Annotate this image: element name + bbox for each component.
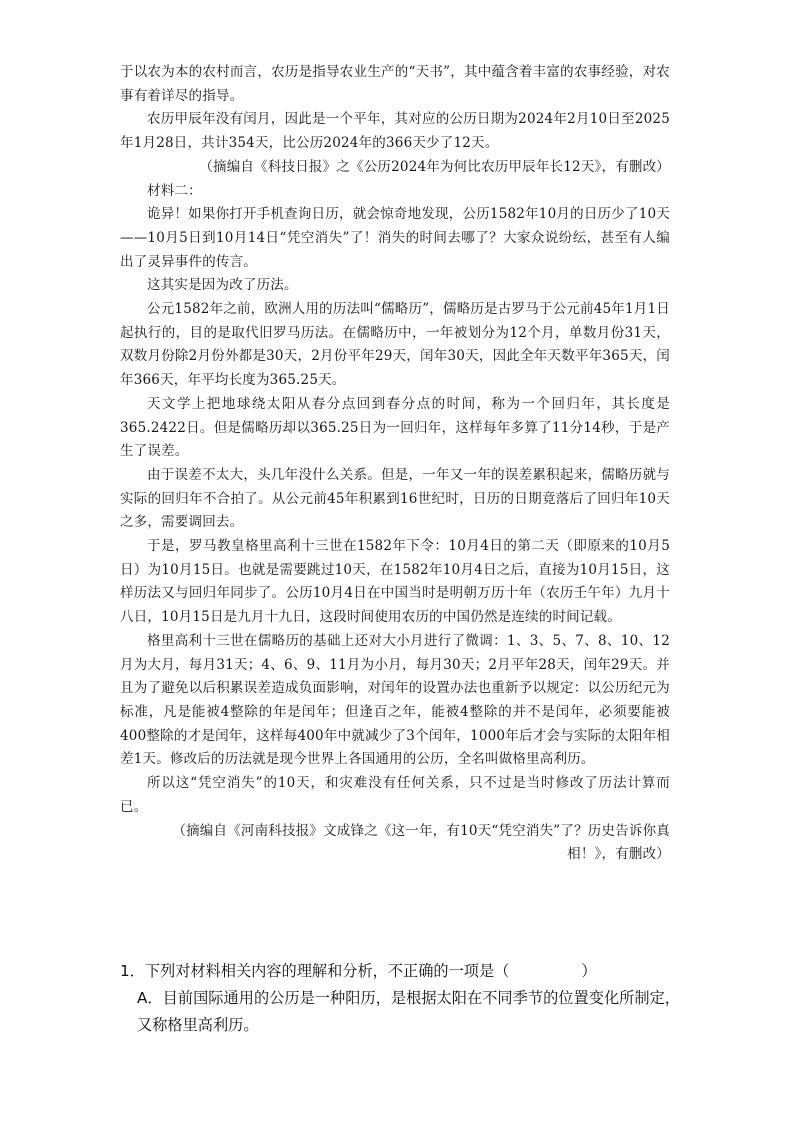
material-two-heading: 材料二： — [147, 182, 202, 199]
option-a: A．目前国际通用的公历是一种阳历，是根据太阳在不同季节的位置变化所制定，又称格里高利历。 — [137, 989, 680, 1034]
reading-materials — [120, 61, 670, 867]
material-two-paragraph: 公元1582年之前，欧洲人用的历法叫“儒略历”，儒略历是古罗马于公元前45年1月1日起执行的，目的是取代旧罗马历法。在儒略历中，一年被划分为12个月，单数月份31天，双数月份除2月份外都是30天，2月份平年29天，闰年30天，因此全年天数平年365天，闰年366天，年平均长度为365.25天。 — [120, 301, 670, 389]
material-two-paragraph: 所以这“凭空消失”的10天，和灾难没有任何关系，只不过是当时修改了历法计算而已。 — [120, 775, 670, 815]
material-two-paragraph: 于是，罗马教皇格里高利十三世在1582年下令：10月4日的第二天（即原来的10月5日）为10月15日。也就是需要跳过10天，在1582年10月4日之后，直接为10月15日，这样历法又与回归年同步了。公历10月4日在中国当时是明朝万历十年（农历壬午年）九月十八日，10月15日是九月十九日，这段时间使用农历的中国仍然是连续的时间记载。 — [120, 538, 670, 626]
material-two-paragraph: 天文学上把地球绕太阳从春分点回到春分点的时间，称为一个回归年，其长度是365.2422日。但是儒略历却以365.25日为一回归年，这样每年多算了11分14秒，于是产生了误差。 — [120, 395, 670, 460]
material-two-paragraph: 格里高利十三世在儒略历的基础上还对大小月进行了微调：1、3、5、7、8、10、12月为大月，每月31天；4、6、9、11月为小月，每月30天；2月平年28天，闰年29天。并且为了避免以后积累误差造成负面影响，对闰年的设置办法也重新予以规定：以公历纪元为标准，凡是能被4整除的年是闰年；但逢百之年，能被4整除的并不是闰年，必须要能被400整除的才是闰年，这样每400年中就减少了3个闰年，1000年后才会与实际的太阳年相差1天。修改后的历法就是现今世界上各国通用的公历，全名叫做格里高利历。 — [120, 632, 670, 768]
question-1 — [120, 958, 680, 1039]
question-stem — [120, 958, 680, 985]
material-two-source: （摘编自《河南科技报》文成锋之《这一年，有10天“凭空消失”了？历史告诉你真相！》，有删改） — [172, 822, 670, 863]
question-stem-text: 1．下列对材料相关内容的理解和分析，不正确的一项是（ — [120, 962, 510, 980]
material-one-paragraph: 于以农为本的农村而言，农历是指导农业生产的“天书”，其中蕴含着丰富的农事经验，对农事有着详尽的指导。 — [120, 64, 670, 104]
material-two-paragraph: 由于误差不太大，头几年没什么关系。但是，一年又一年的误差累积起来，儒略历就与实际的回归年不合拍了。从公元前45年积累到16世纪时，日历的日期竟落后了回归年10天之多，需要调回去。 — [120, 466, 670, 531]
material-two-paragraph: 这其实是因为改了历法。 — [147, 277, 298, 294]
material-one-paragraph: 农历甲辰年没有闰月，因此是一个平年，其对应的公历日期为2024年2月10日至2025年1月28日，共计354天，比公历2024年的366天少了12天。 — [120, 111, 670, 152]
material-two-paragraph: 诡异！如果你打开手机查询日历，就会惊奇地发现，公历1582年10月的日历少了10天——10月5日到10月14日“凭空消失”了！消失的时间去哪了？大家众说纷纭，甚至有人编出了灵异事件的传言。 — [120, 206, 670, 270]
question-stem-close: ） — [581, 962, 597, 980]
material-one-source: （摘编自《科技日报》之《公历2024年为何比农历甲辰年长12天》，有删改） — [199, 158, 670, 175]
